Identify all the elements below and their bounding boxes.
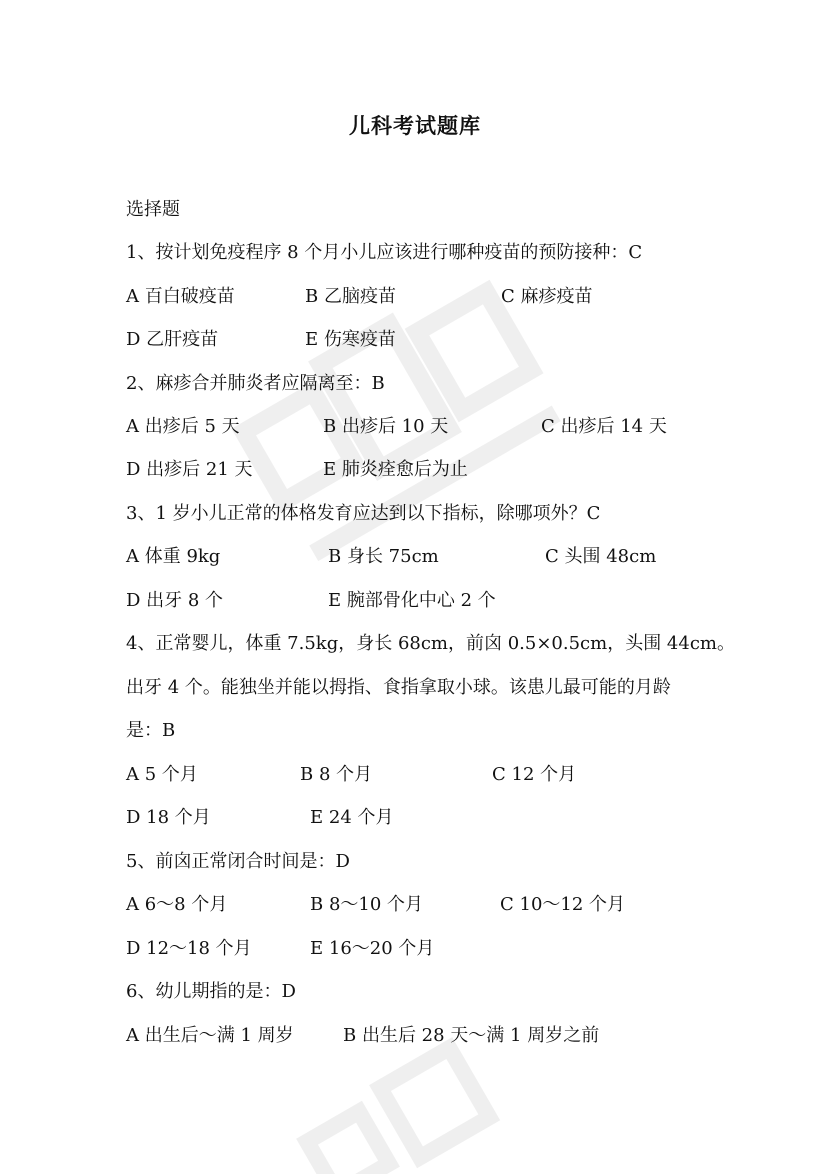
q3-option-c: C 头围 48cm [545, 546, 657, 567]
q3-option-d: D 出牙 8 个 [126, 590, 224, 611]
q3-option-e: E 腕部骨化中心 2 个 [328, 590, 496, 611]
question-2: 2、麻疹合并肺炎者应隔离至：B [126, 373, 385, 394]
question-4-line-3: 是：B [126, 720, 176, 741]
q1-option-c: C 麻疹疫苗 [501, 286, 593, 307]
q6-option-b: B 出生后 28 天～满 1 周岁之前 [343, 1025, 600, 1046]
q5-option-e: E 16～20 个月 [310, 938, 435, 959]
q2-option-b: B 出疹后 10 天 [323, 416, 449, 437]
q5-option-b: B 8～10 个月 [310, 894, 424, 915]
q5-option-a: A 6～8 个月 [126, 894, 228, 915]
q3-option-b: B 身长 75cm [328, 546, 439, 567]
q3-option-a: A 体重 9kg [126, 546, 221, 567]
q4-option-e: E 24 个月 [310, 807, 394, 828]
section-label: 选择题 [126, 199, 180, 220]
q4-option-c: C 12 个月 [492, 764, 577, 785]
q2-option-d: D 出疹后 21 天 [126, 459, 253, 480]
q1-option-d: D 乙肝疫苗 [126, 329, 219, 350]
q5-option-d: D 12～18 个月 [126, 938, 252, 959]
question-4-line-1: 4、正常婴儿，体重 7.5kg，身长 68cm，前囟 0.5×0.5cm，头围 44cm。 [126, 633, 735, 654]
q1-option-b: B 乙脑疫苗 [305, 286, 396, 307]
q1-option-e: E 伤寒疫苗 [305, 329, 396, 350]
q2-option-c: C 出疹后 14 天 [541, 416, 667, 437]
question-4-line-2: 出牙 4 个。能独坐并能以拇指、食指拿取小球。该患儿最可能的月龄 [126, 677, 671, 698]
question-3: 3、1 岁小儿正常的体格发育应达到以下指标，除哪项外？C [126, 503, 601, 524]
q4-option-b: B 8 个月 [300, 764, 373, 785]
question-6: 6、幼儿期指的是：D [126, 981, 296, 1002]
q6-option-a: A 出生后～满 1 周岁 [126, 1025, 294, 1046]
question-5: 5、前囟正常闭合时间是：D [126, 851, 350, 872]
page-title: 儿科考试题库 [349, 113, 481, 138]
question-1: 1、按计划免疫程序 8 个月小儿应该进行哪种疫苗的预防接种：C [126, 242, 643, 263]
q2-option-e: E 肺炎痊愈后为止 [323, 459, 468, 480]
q2-option-a: A 出疹后 5 天 [126, 416, 240, 437]
q1-option-a: A 百白破疫苗 [126, 286, 235, 307]
q4-option-a: A 5 个月 [126, 764, 198, 785]
q4-option-d: D 18 个月 [126, 807, 211, 828]
q5-option-c: C 10～12 个月 [500, 894, 626, 915]
